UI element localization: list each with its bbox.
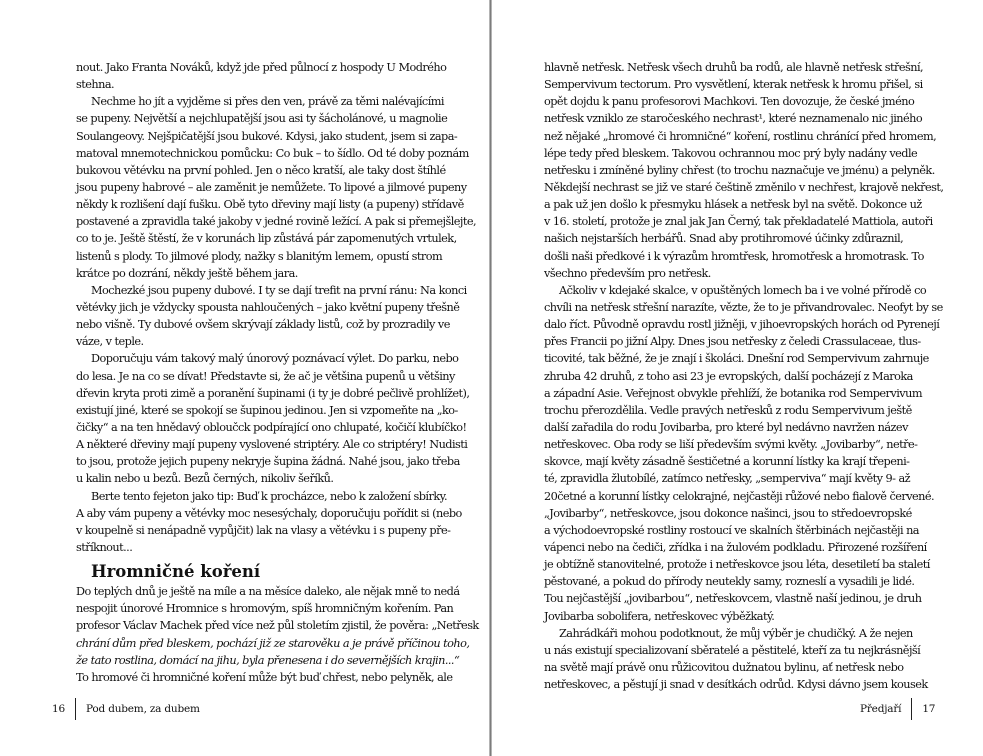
text-line: to jsou, protože jejich pupeny nekryje šupina žádná. Nahé jsou, jako třeba xyxy=(76,455,460,469)
text-line: trochu přerozdělila. Vedle pravých netřesků z rodu Sempervivum ještě xyxy=(544,403,912,417)
text-line: a západní Asie. Veřejnost obvykle přehlíží, že botanika rod Sempervivum xyxy=(544,386,923,400)
text-line: u kalin nebo u bezů. Bezů černých, nikoliv šeříků. xyxy=(76,472,334,486)
text-line: že tato rostlina, domácí na jihu, byla přenesena i do severnějších krajin...“ xyxy=(76,653,460,667)
section-heading: Hromničné koření xyxy=(91,562,261,582)
footer-divider xyxy=(75,698,76,720)
text-line: opět dojdu k panu profesorovi Machkovi. Ten dovozuje, že české jméno xyxy=(544,95,915,109)
text-line: ticovité, tak běžné, že je znají i školáci. Dnešní rod Sempervivum zahrnuje xyxy=(544,352,929,366)
text-line: Nechme ho jít a vyjděme si přes den ven, právě za těmi nalévajícími xyxy=(91,95,444,109)
text-line: u nás existují specializovaní sběratelé a pěstitelé, kteří za tu nejkrásnější xyxy=(544,643,921,657)
footer-divider xyxy=(911,698,912,720)
text-line: Berte tento fejeton jako tip: Buď k procházce, nebo k založení sbírky. xyxy=(91,489,448,503)
text-line: 20četné a korunní lístky celokrajné, nejčastěji růžové nebo fialově červené. xyxy=(544,489,935,503)
text-line: jsou pupeny habrové – ale zaměnit je nemůžete. To lipové a jilmové pupeny xyxy=(76,180,467,194)
text-line: všechno především pro netřesk. xyxy=(544,266,711,280)
text-line: čičky“ a na ten hnědavý obloučck podpírající ono chlupaté, kočičí klubíčko! xyxy=(76,420,467,434)
text-line: co to je. Ještě štěstí, že v korunách lip zůstává pár zapomenutých vrtulek, xyxy=(76,232,457,246)
text-line: dřevin kryta proti zimě a poranění šupinami (i ty je dobré pečlivě prohlížet), xyxy=(76,386,470,400)
text-line: Jovibarba sobolifera, netřeskovec výběžkatý. xyxy=(544,609,775,623)
text-line: „Jovibarby“, netřeskovce, jsou dokonce našinci, jsou to středoevropské xyxy=(544,506,912,520)
right-footer xyxy=(860,698,935,720)
text-line: A aby vám pupeny a větévky moc nesesýchaly, doporučuju pořídit si (nebo xyxy=(76,506,462,520)
text-line: váze, v teple. xyxy=(76,335,144,349)
text-line: netřesku i zmíněné byliny chřest (to trochu naznačuje ve jménu) a pelyněk. xyxy=(544,163,935,177)
page-number: 16 xyxy=(52,703,65,715)
text-line: A některé dřeviny mají pupeny vyslovené striptéry. Ale co striptéry! Nudisti xyxy=(76,438,468,452)
text-line: přes Francii po jižní Alpy. Dnes jsou netřesky z čeledi Crassulaceae, tlus- xyxy=(544,335,921,349)
text-line: listenů s plody. To jilmové plody, nažky s blanitým lemem, opustí strom xyxy=(76,249,443,263)
right-text-column xyxy=(544,59,944,693)
text-line: stehna. xyxy=(76,78,115,92)
text-line: našich nejstarších herbářů. Snad aby protihromové účinky zdůraznil, xyxy=(544,232,904,246)
left-footer xyxy=(52,698,200,720)
text-line: než nějaké „hromové či hromničné“ koření, rostlinu chránící před hromem, xyxy=(544,129,937,143)
text-line: vápenci nebo na čediči, zřídka i na žulovém podkladu. Přirozené rozšíření xyxy=(544,540,927,554)
text-line: chvíli na netřesk střešní narazíte, vězte, že to je přivandrovalec. Neofyt by se xyxy=(544,300,943,314)
running-head: Předjaří xyxy=(860,703,902,715)
text-line: na světě mají právě onu růžicovitou dužnatou bylinu, ať netřesk nebo xyxy=(544,660,904,674)
text-line: Ačkoliv v kdejaké skalce, v opuštěných lomech ba i ve volné přírodě co xyxy=(559,283,927,297)
running-head: Pod dubem, za dubem xyxy=(85,703,200,715)
text-line: je obtížně stanovitelné, protože i netřeskovce jsou léta, desetiletí ba staletí xyxy=(544,558,930,572)
text-line: té, zpravidla žlutobílé, zatímco netřesky, „semperviva“ mají květy 9- až xyxy=(544,472,911,486)
right-page xyxy=(491,0,983,756)
text-line: skovce, mají květy zásadně šestičetné a korunní lístky ka krají třepeni- xyxy=(544,455,910,469)
text-line: krátce po dozrání, někdy ještě během jara. xyxy=(76,266,298,280)
text-line: Soulangeovy. Nejšpičatější jsou bukové. Kdysi, jako student, jsem si zapa- xyxy=(76,129,458,143)
text-line: Do teplých dnů je ještě na míle a na měsíce daleko, ale nějak mně to nedá xyxy=(76,585,460,599)
text-line: Tou nejčastější „jovibarbou“, netřeskovcem, vlastně naší jedinou, je druh xyxy=(544,592,922,606)
text-line: větévky jich je vždycky spousta nahloučených – jako květní pupeny třešně xyxy=(76,300,460,314)
text-line: v koupelně si nenápadně vypůjčit) lak na vlasy a větévku i s pupeny pře- xyxy=(76,523,451,537)
text-line: netřeskovec, a pěstují ji snad v desítkách odrůd. Kdysi dávno jsem kousek xyxy=(544,678,928,692)
text-line: došli naši předkové i k výrazům hromtřesk, hromotřesk a hromotrask. To xyxy=(544,249,924,263)
text-line: netřeskovec. Oba rody se liší především svými květy. „Jovibarby“, netře- xyxy=(544,438,918,452)
left-text-column xyxy=(76,59,479,686)
page-number: 17 xyxy=(922,703,936,715)
text-line: zhruba 42 druhů, z toho asi 23 je evropských, další pocházejí z Maroka xyxy=(544,369,913,383)
text-line: profesor Václav Machek před více než půl stoletím zjistil, že pověra: „Netřesk xyxy=(76,619,479,633)
text-line: pěstované, a pokud do přírody neutekly samy, rozneslí a vysadili je lidé. xyxy=(544,575,915,589)
text-line: nebo višně. Ty dubové ovšem skrývají základy listů, což by prozradily ve xyxy=(76,318,450,332)
text-line: Zahrádkáři mohou podotknout, že můj výběr je chudičký. A že nejen xyxy=(559,626,913,640)
text-line: bukovou větévku na první pohled. Jen o něco kratší, ale taky dost štíhlé xyxy=(76,163,446,177)
text-line: další zařadila do rodu Jovibarba, pro které byl nedávno navržen název xyxy=(544,420,908,434)
text-line: v 16. století, protože je znal jak Jan Černý, tak překladatelé Mattiola, autoři xyxy=(544,215,933,229)
text-line: hlavně netřesk. Netřesk všech druhů ba rodů, ale hlavně netřesk střešní, xyxy=(544,61,924,74)
text-line: a východoevropské rostliny rostoucí ve skalních štěrbinách nejčastěji na xyxy=(544,523,919,537)
text-line: Sempervivum tectorum. Pro vysvětlení, kterak netřesk k hromu přišel, si xyxy=(544,78,923,92)
text-line: To hromové či hromničné koření může být buď chřest, nebo pelyněk, ale xyxy=(76,670,453,684)
text-line: dalo říct. Původně opravdu rostl jižněji, v jihoevropských horách od Pyrenejí xyxy=(544,318,940,332)
text-line: existují jiné, které se spokojí se šupinou jedinou. Jen si vzpomeňte na „ko- xyxy=(76,403,458,417)
text-line: lépe tedy před bleskem. Takovou ochrannou moc prý byly nadány vedle xyxy=(544,146,918,160)
text-line: matoval mnemotechnickou pomůcku: Co buk – to šídlo. Od té doby poznám xyxy=(76,146,469,160)
text-line: nespojit únorové Hromnice s hromovým, spíš hromničným kořením. Pan xyxy=(76,602,454,616)
text-line: Mochezké jsou pupeny dubové. I ty se dají trefit na první ránu: Na konci xyxy=(91,283,467,297)
text-line: Doporučuju vám takový malý únorový poznávací výlet. Do parku, nebo xyxy=(91,352,459,366)
text-line: postavené a zpravidla také jakoby v jedné rovině ležící. A pak si přemejšlejte, xyxy=(76,215,477,229)
text-line: nout. Jako Franta Nováků, když jde před půlnocí z hospody U Modrého xyxy=(76,61,447,74)
text-line: se pupeny. Největší a nejchlupatější jsou asi ty šácholánové, u magnolie xyxy=(76,112,448,126)
text-line: chrání dům před bleskem, pochází již ze starověku a je právě příčinou toho, xyxy=(76,636,470,650)
text-line: někdy k rozlišení dají fušku. Obě tyto dřeviny mají listy (a pupeny) střídavě xyxy=(76,198,464,212)
text-line: Někdejší nechrast se již ve staré češtině změnilo v nechřest, krajově nekřest, xyxy=(544,180,944,194)
left-page xyxy=(0,0,490,756)
text-line: a pak už jen došlo k přesmyku hlásek a netřesk byl na světě. Dokonce už xyxy=(544,198,922,212)
text-line: netřesk vzniklo ze staročeského nechrast¹, které neznamenalo nic jiného xyxy=(544,112,923,126)
text-line: stříknout... xyxy=(76,540,133,554)
text-line: do lesa. Je na co se dívat! Představte si, že ač je většina pupenů u většiny xyxy=(76,369,455,383)
